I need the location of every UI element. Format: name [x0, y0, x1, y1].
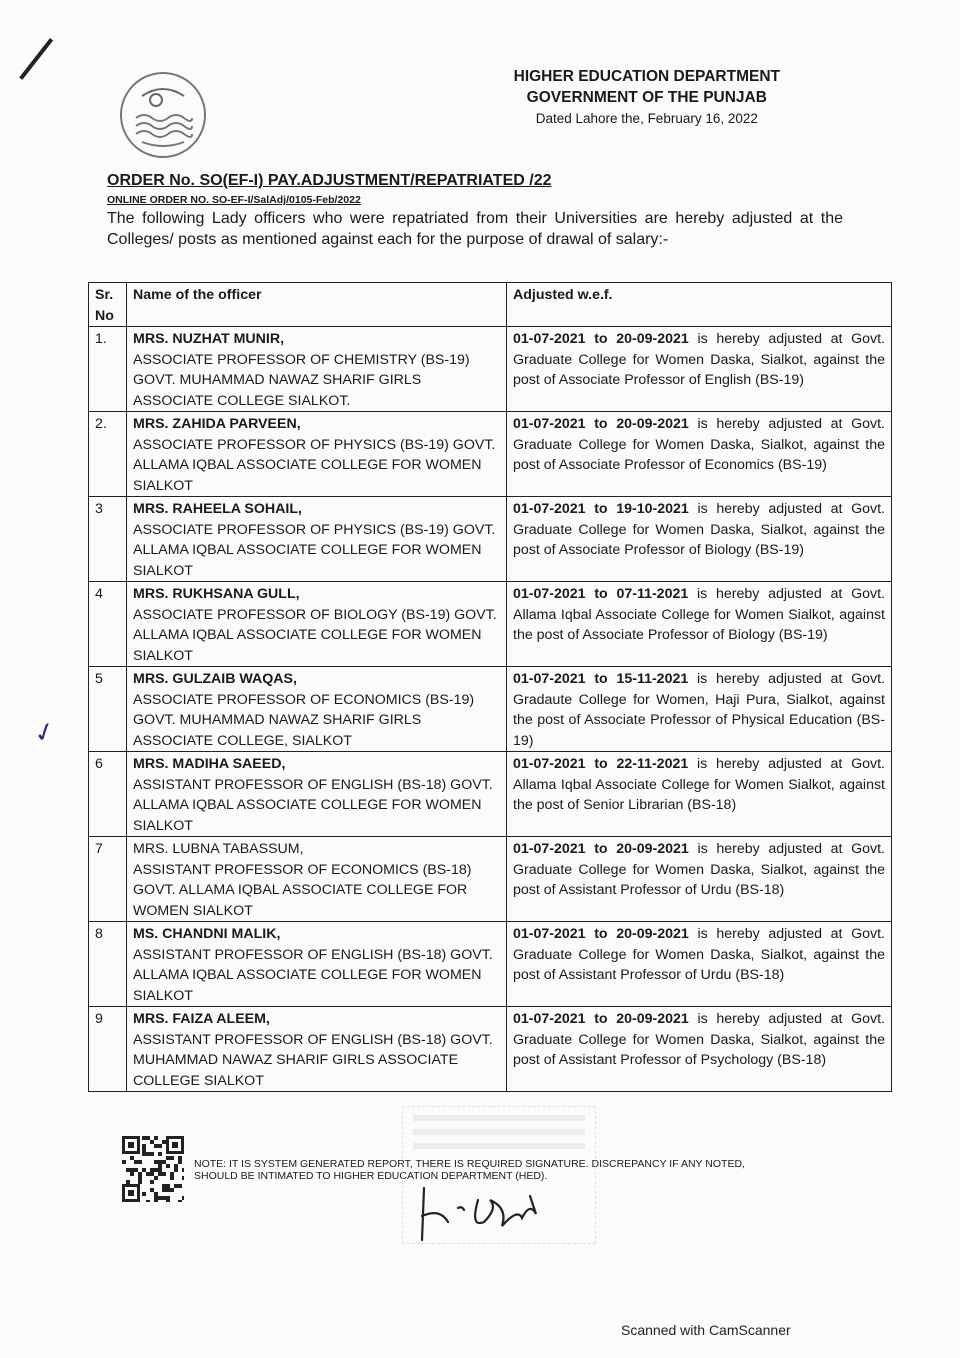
adjustment-cell — [507, 412, 892, 497]
officer-designation: ASSOCIATE PROFESSOR OF PHYSICS (BS-19) GOVT. ALLAMA IQBAL ASSOCIATE COLLEGE FOR WOMEN SIALKOT — [133, 436, 496, 494]
officer-name: MRS. FAIZA ALEEM, — [133, 1011, 270, 1027]
adjustment-text: is hereby adjusted at Govt. Graduate College for Women Daska, Sialkot, against the post of Associate Professor of Economics (BS-19) — [513, 416, 885, 473]
qr-code-icon — [122, 1136, 184, 1202]
adjustment-text: is hereby adjusted at Govt. Graduate College for Women Daska, Sialkot, against the post of Assistant Professor of Urdu (BS-18) — [513, 841, 885, 898]
table-row — [89, 497, 892, 582]
order-intro: The following Lady officers who were repatriated from their Universities are hereby adjusted at the Colleges/ posts as mentioned against each for the purpose of drawal of salary:- — [107, 210, 843, 248]
officer-designation: ASSOCIATE PROFESSOR OF CHEMISTRY (BS-19) GOVT. MUHAMMAD NAWAZ SHARIF GIRLS ASSOCIATE COLLEGE SIALKOT. — [133, 351, 470, 409]
adjustment-cell — [507, 752, 892, 837]
officer-cell — [127, 327, 507, 412]
officer-designation: ASSISTANT PROFESSOR OF ECONOMICS (BS-18) GOVT. ALLAMA IQBAL ASSOCIATE COLLEGE FOR WOMEN SIALKOT — [133, 861, 472, 919]
sr-no-cell: 2. — [89, 412, 127, 497]
online-order-number: ONLINE ORDER NO. SO-EF-I/SalAdj/0105-Feb/2022 — [107, 194, 361, 206]
officer-designation: ASSOCIATE PROFESSOR OF PHYSICS (BS-19) GOVT. ALLAMA IQBAL ASSOCIATE COLLEGE FOR WOMEN SIALKOT — [133, 521, 496, 579]
officer-name: MRS. RAHEELA SOHAIL, — [133, 501, 302, 517]
table-row — [89, 922, 892, 1007]
sr-no-cell: 1. — [89, 327, 127, 412]
adjustment-text: is hereby adjusted at Govt. Graduate College for Women Daska, Sialkot, against the post of Associate Professor of Biology (BS-19) — [513, 501, 885, 558]
header-department: HIGHER EDUCATION DEPARTMENT — [513, 68, 780, 85]
table-row — [89, 667, 892, 752]
officer-name: MS. CHANDNI MALIK, — [133, 926, 281, 942]
header-officer-name: Name of the officer — [127, 283, 507, 327]
officer-cell — [127, 667, 507, 752]
officer-designation: ASSISTANT PROFESSOR OF ENGLISH (BS-18) GOVT. ALLAMA IQBAL ASSOCIATE COLLEGE FOR WOMEN SIALKOT — [133, 776, 493, 834]
table-row — [89, 837, 892, 922]
officer-name: MRS. ZAHIDA PARVEEN, — [133, 416, 301, 432]
adjustment-text: is hereby adjusted at Govt. Graduate College for Women Daska, Sialkot, against the post of Assistant Professor of Urdu (BS-18) — [513, 926, 885, 983]
sr-no-cell: 3 — [89, 497, 127, 582]
header-government: GOVERNMENT OF THE PUNJAB — [526, 89, 767, 106]
officer-name: MRS. MADIHA SAEED, — [133, 756, 286, 772]
sr-no-cell: 7 — [89, 837, 127, 922]
adjustment-period: 01-07-2021 to 20-09-2021 — [513, 331, 689, 347]
adjustment-period: 01-07-2021 to 07-11-2021 — [513, 586, 689, 602]
camscanner-watermark: Scanned with CamScanner — [621, 1322, 791, 1338]
adjustment-text: is hereby adjusted at Govt. Graduate College for Women Daska, Sialkot, against the post of Associate Professor of English (BS-19) — [513, 331, 885, 388]
handwritten-tick-icon: ✓ — [29, 715, 60, 751]
adjustment-text: is hereby adjusted at Govt. Graduate College for Women Daska, Sialkot, against the post of Assistant Professor of Psychology (BS-18) — [513, 1011, 885, 1068]
adjustment-text: is hereby adjusted at Govt. Allama Iqbal Associate College for Women Sialkot, against the post of Senior Librarian (BS-18) — [513, 756, 885, 813]
officer-designation: ASSISTANT PROFESSOR OF ENGLISH (BS-18) GOVT. ALLAMA IQBAL ASSOCIATE COLLEGE FOR WOMEN SIALKOT — [133, 946, 493, 1004]
sr-no-cell: 5 — [89, 667, 127, 752]
officer-designation: ASSISTANT PROFESSOR OF ENGLISH (BS-18) GOVT. MUHAMMAD NAWAZ SHARIF GIRLS ASSOCIATE COLLEGE SIALKOT — [133, 1031, 493, 1089]
punjab-emblem-icon — [120, 72, 206, 158]
adjustment-cell — [507, 837, 892, 922]
adjustment-period: 01-07-2021 to 20-09-2021 — [513, 841, 689, 857]
adjustment-period: 01-07-2021 to 20-09-2021 — [513, 926, 689, 942]
officer-cell — [127, 837, 507, 922]
officers-table — [88, 282, 892, 1092]
adjustment-text: is hereby adjusted at Govt. Allama Iqbal Associate College for Women Sialkot, against the post of Associate Professor of Biology (BS-19) — [513, 586, 885, 643]
sr-no-cell: 6 — [89, 752, 127, 837]
officer-designation: ASSOCIATE PROFESSOR OF BIOLOGY (BS-19) GOVT. ALLAMA IQBAL ASSOCIATE COLLEGE FOR WOMEN SIALKOT — [133, 606, 497, 664]
table-row — [89, 582, 892, 667]
adjustment-text: is hereby adjusted at Govt. Gradaute College for Women, Haji Pura, Sialkot, against the post of Associate Professor of Physical Education (BS-19) — [513, 671, 885, 749]
officer-cell — [127, 922, 507, 1007]
adjustment-cell — [507, 922, 892, 1007]
table-header-row — [89, 283, 892, 327]
adjustment-cell — [507, 497, 892, 582]
officer-name: MRS. NUZHAT MUNIR, — [133, 331, 285, 347]
table-row — [89, 1007, 892, 1092]
sr-no-cell: 4 — [89, 582, 127, 667]
officer-name: MRS. LUBNA TABASSUM, — [133, 841, 304, 857]
adjustment-period: 01-07-2021 to 15-11-2021 — [513, 671, 689, 687]
officer-name: MRS. GULZAIB WAQAS, — [133, 671, 297, 687]
table-row — [89, 412, 892, 497]
officer-cell — [127, 752, 507, 837]
order-number: ORDER No. SO(EF-I) PAY.ADJUSTMENT/REPATRIATED /22 — [107, 172, 552, 189]
officer-designation: ASSOCIATE PROFESSOR OF ECONOMICS (BS-19) GOVT. MUHAMMAD NAWAZ SHARIF GIRLS ASSOCIATE COLLEGE, SIALKOT — [133, 691, 475, 749]
officer-cell — [127, 1007, 507, 1092]
adjustment-period: 01-07-2021 to 19-10-2021 — [513, 501, 689, 517]
officer-cell — [127, 582, 507, 667]
pen-slash-mark — [19, 38, 53, 80]
adjustment-cell — [507, 1007, 892, 1092]
adjustment-cell — [507, 327, 892, 412]
adjustment-cell — [507, 582, 892, 667]
sr-no-cell: 8 — [89, 922, 127, 1007]
note-line-2: SHOULD BE INTIMATED TO HIGHER EDUCATION DEPARTMENT (HED). — [194, 1170, 548, 1182]
header-adjusted-wef: Adjusted w.e.f. — [507, 283, 892, 327]
officer-cell — [127, 497, 507, 582]
officer-name: MRS. RUKHSANA GULL, — [133, 586, 300, 602]
header-date: Dated Lahore the, February 16, 2022 — [535, 111, 758, 126]
adjustment-period: 01-07-2021 to 22-11-2021 — [513, 756, 689, 772]
adjustment-period: 01-07-2021 to 20-09-2021 — [513, 416, 689, 432]
officer-cell — [127, 412, 507, 497]
handwritten-signature — [418, 1178, 568, 1248]
adjustment-period: 01-07-2021 to 20-09-2021 — [513, 1011, 689, 1027]
table-row — [89, 327, 892, 412]
table-row — [89, 752, 892, 837]
header-sr-no: Sr. No — [89, 283, 127, 327]
sr-no-cell: 9 — [89, 1007, 127, 1092]
adjustment-cell — [507, 667, 892, 752]
note-line-1: NOTE: IT IS SYSTEM GENERATED REPORT, THERE IS REQUIRED SIGNATURE. DISCREPANCY IF ANY NOTED, — [194, 1158, 745, 1170]
department-header — [514, 66, 780, 129]
